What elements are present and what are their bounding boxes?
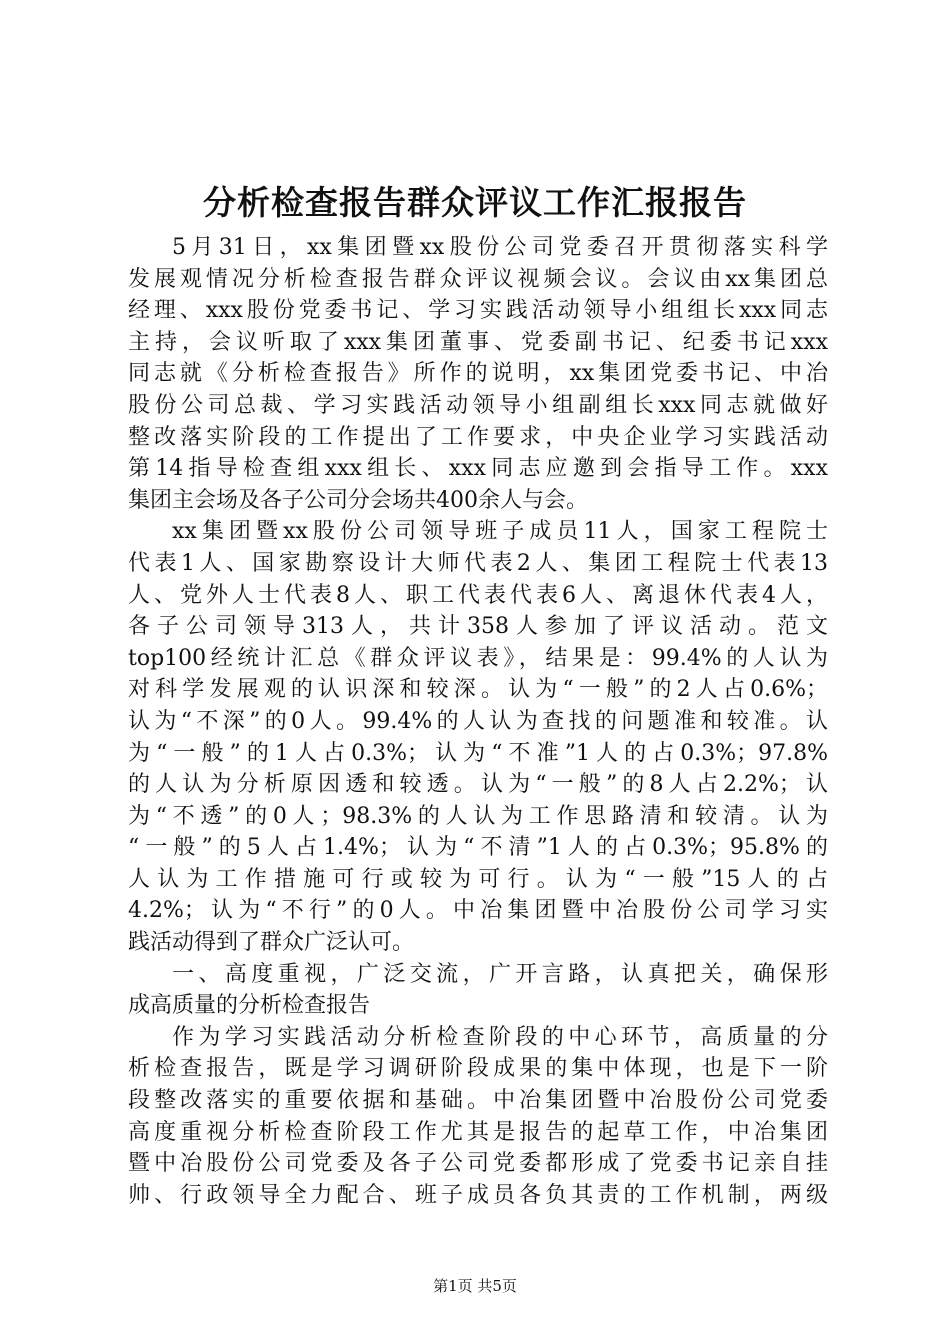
text-line: 主持，会议听取了xxx集团董事、党委副书记、纪委书记xxx xyxy=(128,329,828,355)
document-title: 分析检查报告群众评议工作汇报报告 xyxy=(203,183,747,222)
text-line: 的人认为分析原因透和较透。认为“一般”的8人占2.2%；认 xyxy=(128,772,828,798)
text-line: 认为“不深”的0人。99.4%的人认为查找的问题准和较准。认 xyxy=(128,708,828,734)
text-line: 践活动得到了群众广泛认可。 xyxy=(128,930,415,956)
text-line: 股份公司总裁、学习实践活动领导小组副组长xxx同志就做好 xyxy=(128,392,828,418)
text-line: 对科学发展观的认识深和较深。认为“一般”的2人占0.6%； xyxy=(128,677,828,703)
text-line: 各子公司领导313人，共计358人参加了评议活动。范文 xyxy=(128,614,828,640)
page-footer: 第1页 共5页 xyxy=(433,1277,517,1295)
paragraph-1 xyxy=(128,232,828,516)
text-line: xx集团暨xx股份公司领导班子成员11人，国家工程院士 xyxy=(172,519,828,545)
text-line: 同志就《分析检查报告》所作的说明，xx集团党委书记、中冶 xyxy=(128,361,828,387)
text-line: 人、党外人士代表8人、职工代表代表6人、离退休代表4人， xyxy=(128,582,828,608)
text-line: 经理、xxx股份党委书记、学习实践活动领导小组组长xxx同志 xyxy=(128,298,828,324)
text-line: 整改落实阶段的工作提出了工作要求，中央企业学习实践活动 xyxy=(128,424,828,450)
text-line: 集团主会场及各子公司分会场共400余人与会。 xyxy=(128,487,588,513)
text-line: 析检查报告，既是学习调研阶段成果的集中体现，也是下一阶 xyxy=(128,1056,828,1082)
text-line: 为“一般”的1人占0.3%；认为“不准”1人的占0.3%；97.8% xyxy=(128,740,828,766)
document-body xyxy=(128,232,828,1211)
text-line: 作为学习实践活动分析检查阶段的中心环节，高质量的分 xyxy=(172,1024,828,1050)
paragraph-2 xyxy=(128,516,828,958)
text-line: 帅、行政领导全力配合、班子成员各负其责的工作机制，两级 xyxy=(128,1182,828,1208)
text-line: 代表1人、国家勘察设计大师代表2人、集团工程院士代表13 xyxy=(128,550,828,576)
text-line: 4.2%；认为“不行”的0人。中冶集团暨中冶股份公司学习实 xyxy=(128,898,828,924)
text-line: 高度重视分析检查阶段工作尤其是报告的起草工作，中冶集团 xyxy=(128,1119,828,1145)
text-line: 人认为工作措施可行或较为可行。认为“一般”15人的占 xyxy=(128,866,828,892)
text-line: 一、高度重视，广泛交流，广开言路，认真把关，确保形 xyxy=(172,961,828,987)
text-line: 5月31日，xx集团暨xx股份公司党委召开贯彻落实科学 xyxy=(172,235,828,260)
paragraph-4 xyxy=(128,1022,828,1212)
text-line: 段整改落实的重要依据和基础。中冶集团暨中冶股份公司党委 xyxy=(128,1088,828,1114)
text-line: 为“不透”的0人；98.3%的人认为工作思路清和较清。认为 xyxy=(128,803,828,829)
text-line: top100经统计汇总《群众评议表》，结果是：99.4%的人认为 xyxy=(128,645,828,671)
text-line: 第14指导检查组xxx组长、xxx同志应邀到会指导工作。xxx xyxy=(128,456,828,482)
text-line: “一般”的5人占1.4%；认为“不清”1人的占0.3%；95.8%的 xyxy=(128,835,828,861)
text-line: 成高质量的分析检查报告 xyxy=(128,993,371,1019)
section-heading xyxy=(128,959,828,1022)
text-line: 发展观情况分析检查报告群众评议视频会议。会议由xx集团总 xyxy=(128,266,828,292)
text-line: 暨中冶股份公司党委及各子公司党委都形成了党委书记亲自挂 xyxy=(128,1151,828,1177)
